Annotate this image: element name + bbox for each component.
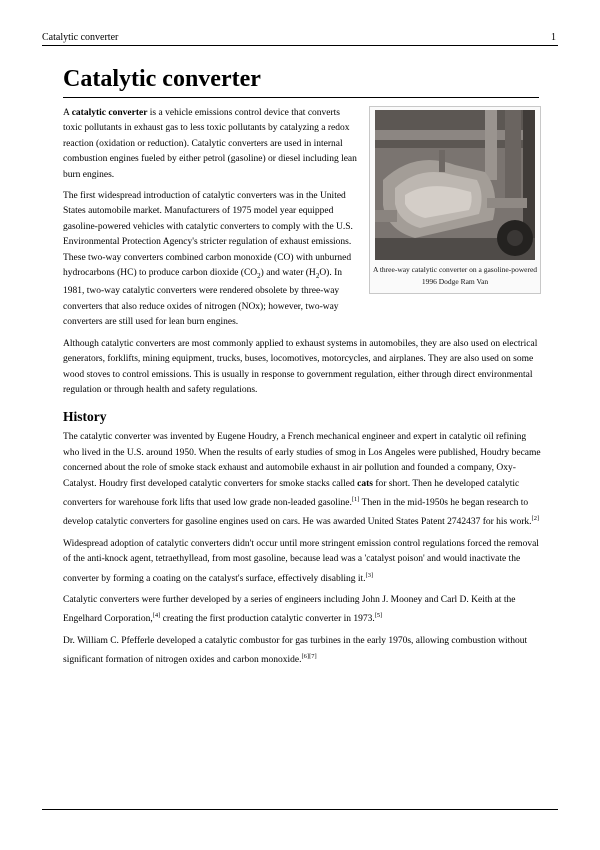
intro-paragraph-2: The first widespread introduction of catalytic converters was in the United States automobile market. Manufacturers of 1975 model year equipped gasoline-powered vehicles with catalytic converters to comply with the U.S. Environmental Protection Agency's stricter regulation of exhaust emissions. These two-way converters combined carbon monoxide (CO) with unburned hydrocarbons (HC) to produce carbon dioxide $(CO_2)$ and water $(H_2O)$. In 1981, two-way catalytic converters were rendered obsolete by three-way converters that also reduce oxides of nitrogen (NOx); however, two-way converters are still used for lean burn engines.	[63, 191, 353, 328]
intro-paragraph-3: Although catalytic converters are most commonly applied to exhaust systems in automobiles, they are also used on electrical generators, forklifts, mining equipment, trucks, buses, locomotives, motorcycles, and airplanes. They are also used on some wood stoves to control emissions. This is usually in response to government regulation, either through direct environmental regulation or through health and safety regulations.	[63, 338, 538, 395]
citation-link[interactable]: [2]	[531, 515, 540, 523]
citation-link[interactable]: [1]	[351, 495, 360, 503]
citation-link[interactable]: [4]	[152, 612, 161, 620]
term-catalytic-converter: catalytic converter	[71, 108, 148, 118]
figure-caption: A three-way catalytic converter on a gasoline-powered 1996 Dodge Ram Van	[372, 265, 538, 286]
page-number: 1	[551, 32, 556, 43]
page-title: Catalytic converter	[63, 62, 539, 98]
article-body	[63, 106, 541, 675]
citation-link[interactable]: [5]	[374, 612, 383, 620]
history-paragraph-4: Dr. William C. Pfefferle developed a catalytic combustor for gas turbines in the early 1970s, allowing combustion without significant formation of nitrogen oxides and carbon monoxide.[6][7]	[63, 635, 528, 666]
running-header-title: Catalytic converter	[42, 32, 119, 43]
section-heading-history: History	[63, 409, 107, 425]
history-paragraph-2: Widespread adoption of catalytic converters didn't occur until more stringent emission control regulations forced the removal of the anti-knock agent, tetraethyllead, from most gasoline, because lead was a 'catalyst poison' and would inactivate the converter by forming a coating on the catalyst's surface, effectively disabling it.[3]	[63, 538, 539, 584]
citation-link[interactable]: [3]	[365, 571, 374, 579]
catalytic-converter-photo[interactable]	[375, 110, 535, 260]
footer-rule	[42, 809, 558, 810]
intro-paragraph-1: A catalytic converter is a vehicle emissions control device that converts toxic pollutants in exhaust gas to less toxic pollutants by catalyzing a redox reaction (oxidation or reduction). Catalytic converters are used in internal combustion engines fueled by either petrol (gasoline) or diesel including lean burn engines.	[63, 108, 357, 180]
term-cats: cats	[357, 478, 373, 489]
citation-link[interactable]: [6][7]	[301, 653, 317, 661]
history-paragraph-1: The catalytic converter was invented by Eugene Houdry, a French mechanical engineer and expert in catalytic oil refining who lived in the U.S. around 1950. When the results of early studies of smog in Los Angeles were published, Houdry became concerned about the role of smoke stack exhaust and automobile exhaust in air pollution and founded a company, Oxy-Catalyst. Houdry first developed catalytic converters for smoke stacks called cats for short. Then he developed catalytic converters for warehouse fork lifts that used low grade non-leaded gasoline.[1] Then in the mid-1950s he began research to develop catalytic converters for gasoline engines used on cars. He was awarded United States Patent 2742437 for his work.[2]	[63, 432, 541, 528]
figure	[369, 106, 541, 294]
history-paragraph-3: Catalytic converters were further developed by a series of engineers including John J. Mooney and Carl D. Keith at the Engelhard Corporation,[4] creating the first production catalytic converter in 1973.[5]	[63, 594, 516, 625]
running-header	[42, 31, 558, 46]
